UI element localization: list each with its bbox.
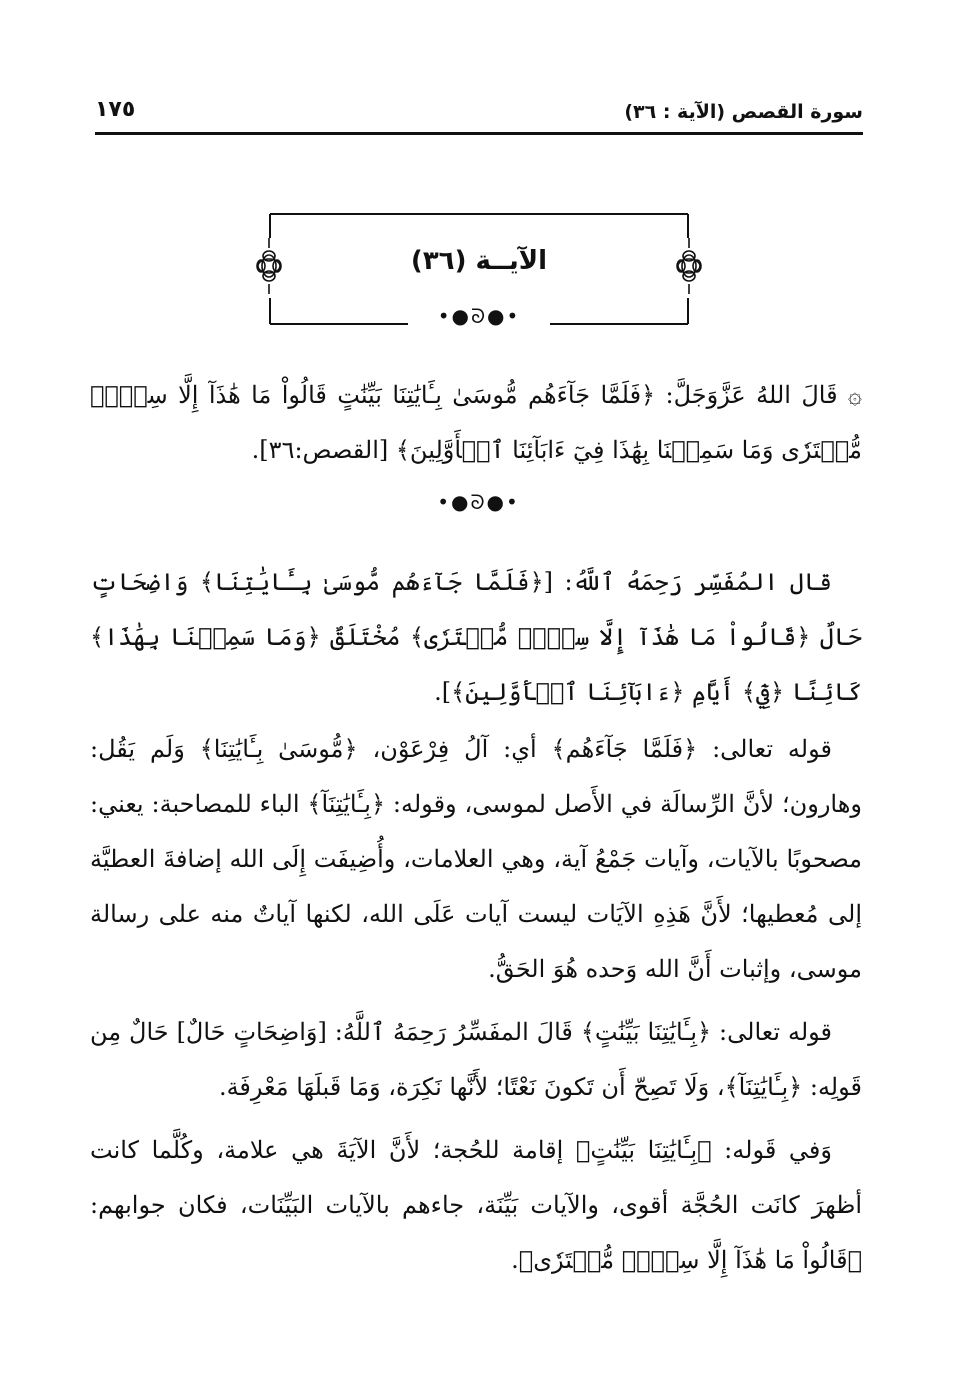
commentary-paragraph-4: وَفي قَوله: ﴿بِـَٔايَٰتِنَا بَيِّنَٰتٍ﴾ إقامة للحُجة؛ لأَنَّ الآيَةَ هي علامة، وكُلَّما كانت أظهرَ كانَت الحُجَّة أقوى، والآيات بَيِّنَة، جاءهم بالآيات البَيِّنَات، فكان جوابهم: ﴿قَالُواْ مَا هَٰذَآ إِلَّا سِحۡرٞ مُّفۡتَرٗى﴾. bbox=[90, 1136, 862, 1274]
commentary-paragraph-3: قوله تعالى: ﴿بِـَٔايَٰتِنَا بَيِّنَٰتٍ﴾ قَالَ المفَسِّرُ رَحِمَهُ ٱللَّهُ: [وَاضِحَاتٍ حَالٌ] حَالٌ مِن قَولِه: ﴿بِـَٔايَٰتِنَآ﴾، وَلَا تَصِحّ أَن تَكونَ نَعْتًا؛ لأَنَّها نَكِرَة، وَمَا قَبلَهَا مَعْرِفَة. bbox=[90, 1018, 862, 1101]
commentary-paragraph-2: قوله تعالى: ﴿فَلَمَّا جَآءَهُم﴾ أي: آلُ فِرْعَوْن، ﴿مُّوسَىٰ بِـَٔايَٰتِنَا﴾ وَلَم يَقُل: وهارون؛ لأنَّ الرِّسالَة في الأَصل لموسى، وقوله: ﴿بِـَٔايَٰتِنَآ﴾ الباء للمصاحبة: يعني: مصحوبًا بالآيات، وآيات جَمْعُ آية، وهي العلامات، وأُضِيفَت إِلَى الله إضافةَ العطيَّة إلى مُعطيها؛ لأَنَّ هَذِهِ الآيَات ليست آيات عَلَى الله، لكنها آياتٌ منه على رسالة موسى، وإثبات أَنَّ الله وَحده هُوَ الحَقُّ. bbox=[90, 735, 862, 983]
verse-title-frame bbox=[268, 212, 690, 330]
title-ornament: •●ᘐ●• bbox=[437, 304, 521, 328]
verse-title: الآيــة (٣٦) bbox=[410, 246, 548, 276]
running-title: سورة القصص (الآية : ٣٦) bbox=[624, 101, 863, 123]
header-rule bbox=[95, 132, 863, 135]
commentary-paragraph-1: قال المُفَسِّر رَحِمَهُ ٱللَّهُ: [﴿فَلَمَّا جَآءَهُم مُّوسَىٰ بِـَٔايَٰتِنَا﴾ وَاضِحَاتٍ حَالٌ ﴿قَالُواْ مَا هَٰذَآ إِلَّا سِحۡرٞ مُّفۡتَرٗى﴾ مُخْتَلَقٌ ﴿وَمَا سَمِعۡنَا بِهَٰذَا﴾ كَائِنًا ﴿فِيٓ﴾ أَيَّامِ ﴿ءَابَآئِنَا ٱلۡأَوَّلِينَ﴾]. bbox=[90, 568, 862, 706]
running-header bbox=[95, 95, 863, 135]
section-separator-ornament: •●ᘐ●• bbox=[437, 490, 520, 514]
verse-paragraph: ۞ قَالَ اللهُ عَزَّوَجَلَّ: ﴿فَلَمَّا جَآءَهُم مُّوسَىٰ بِـَٔايَٰتِنَا بَيِّنَٰتٍ قَالُواْ مَا هَٰذَآ إِلَّا سِحۡرٞ مُّفۡتَرٗى وَمَا سَمِعۡنَا بِهَٰذَا فِيٓ ءَابَآئِنَا ٱلۡأَوَّلِينَ﴾ [القصص:٣٦]. bbox=[90, 381, 862, 464]
page-number: ١٧٥ bbox=[95, 97, 136, 122]
